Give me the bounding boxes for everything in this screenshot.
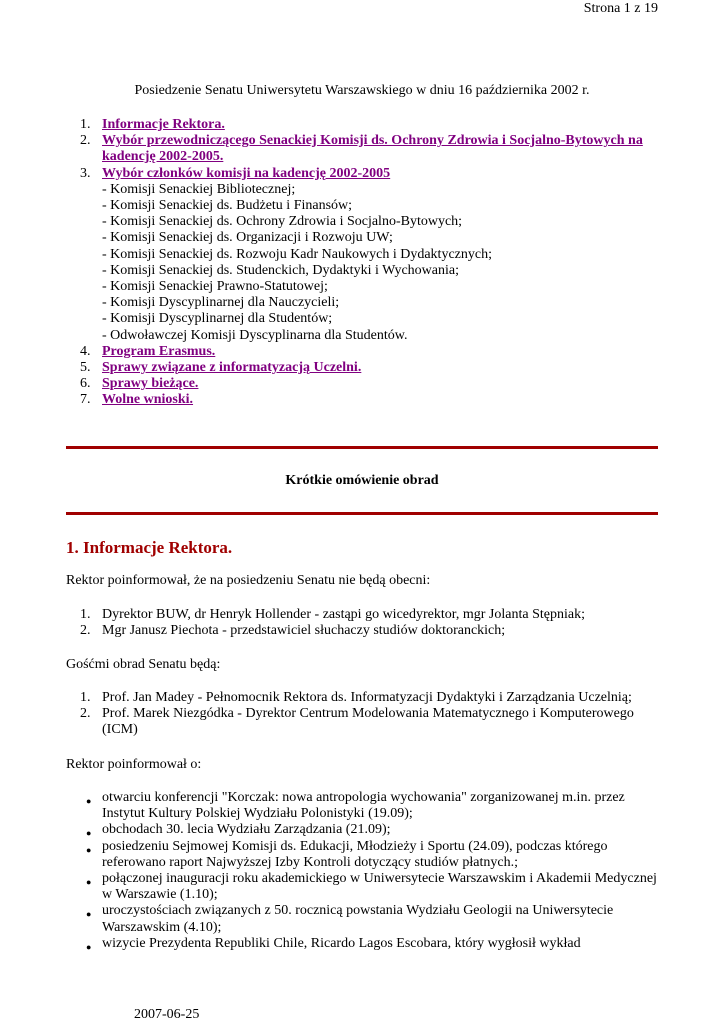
list-item-number: 1. — [80, 690, 91, 705]
list-item-text: obchodach 30. lecia Wydziału Zarządzania (21.09); — [102, 822, 391, 838]
guests-intro: Gośćmi obrad Senatu będą: — [66, 657, 221, 672]
agenda-link-wolne-wnioski[interactable]: Wolne wnioski. — [102, 392, 194, 408]
list-item-text: Prof. Jan Madey - Pełnomocnik Rektora ds. Informatyzacji Dydaktyki i Zarządzania Uczelnią; — [102, 690, 632, 705]
divider — [66, 512, 658, 515]
list-item-text: posiedzeniu Sejmowej Komisji ds. Edukacji, Młodzieży i Sportu (24.09), podczas którego referowano raport Najwyższej Izby Kontroli dotyczący studiów płatnych.; — [102, 838, 608, 870]
list-item — [66, 623, 666, 639]
agenda-item-number: 6. — [80, 376, 91, 392]
commission-line: - Komisji Senackiej Bibliotecznej; — [102, 181, 296, 197]
list-item-text: Prof. Marek Niezgódka - Dyrektor Centrum Modelowania Matematycznego i Komputerowego (ICM) — [102, 706, 634, 738]
bullet-icon: ● — [86, 844, 92, 855]
commission-line: - Komisji Senackiej ds. Organizacji i Rozwoju UW; — [102, 230, 393, 246]
commission-line: - Komisji Senackiej ds. Rozwoju Kadr Naukowych i Dydaktycznych; — [102, 246, 492, 262]
absent-intro: Rektor poinformował, że na posiedzeniu Senatu nie będą obecni: — [66, 573, 431, 588]
info-list — [66, 790, 666, 952]
info-intro: Rektor poinformował o: — [66, 757, 202, 772]
list-item-text: Mgr Janusz Piechota - przedstawiciel słuchaczy studiów doktoranckich; — [102, 623, 506, 639]
list-item-text: uroczystościach związanych z 50. rocznicą powstania Wydziału Geologii na Uniwersytecie Warszawskim (4.10); — [102, 903, 614, 935]
list-item-text: połączonej inauguracji roku akademickiego w Uniwersytecie Warszawskim i Akademii Medycznej w Warszawie (1.10); — [102, 871, 657, 903]
divider — [66, 446, 658, 449]
agenda-item — [66, 117, 666, 133]
list-item — [66, 839, 666, 871]
agenda-item-number: 5. — [80, 360, 91, 376]
list-item — [66, 690, 666, 706]
agenda-item-number: 3. — [80, 165, 91, 181]
commission-line: - Komisji Dyscyplinarnej dla Studentów; — [102, 311, 333, 327]
commission-line: - Komisji Senackiej ds. Ochrony Zdrowia i Socjalno-Bytowych; — [102, 214, 463, 230]
agenda-item — [66, 376, 666, 392]
list-item — [66, 822, 666, 838]
list-item — [66, 871, 666, 903]
agenda-item — [66, 360, 666, 376]
page-number: Strona 1 z 19 — [583, 1, 658, 16]
agenda-item-number: 1. — [80, 117, 91, 132]
agenda-item-number: 2. — [80, 133, 91, 149]
list-item-text: wizycie Prezydenta Republiki Chile, Ricardo Lagos Escobara, który wygłosił wykład — [102, 935, 581, 951]
agenda-link-wybor-czlonkow[interactable]: Wybór członków komisji na kadencję 2002-2005 — [102, 165, 391, 181]
agenda-link-wybor-przewodniczacego[interactable]: Wybór przewodniczącego Senackiej Komisji ds. Ochrony Zdrowia i Socjalno-Bytowych na kadencję 2002-2005. — [102, 133, 643, 165]
agenda-item-number: 4. — [80, 343, 91, 359]
bullet-icon: ● — [86, 877, 92, 888]
agenda-link-sprawy-biezace[interactable]: Sprawy bieżące. — [102, 376, 199, 392]
agenda-link-informacje-rektora[interactable]: Informacje Rektora. — [102, 117, 225, 132]
list-item — [66, 607, 666, 623]
agenda-item-number: 7. — [80, 392, 91, 408]
list-item-text: otwarciu konferencji "Korczak: nowa antropologia wychowania" zorganizowanej m.in. przez Instytut Kultury Polskiej Wydziału Polonistyki (19.09); — [102, 790, 625, 822]
agenda-item — [66, 392, 666, 408]
list-item-number: 2. — [80, 623, 91, 639]
summary-title: Krótkie omówienie obrad — [285, 473, 439, 488]
commission-line: - Odwoławczej Komisji Dyscyplinarna dla Studentów. — [102, 327, 408, 343]
agenda-item — [66, 166, 666, 344]
bullet-icon: ● — [86, 941, 92, 952]
bullet-icon: ● — [86, 909, 92, 920]
absent-list — [66, 607, 666, 639]
agenda-item — [66, 133, 666, 165]
list-item — [66, 903, 666, 935]
list-item-number: 1. — [80, 607, 91, 622]
commission-line: - Komisji Senackiej Prawno-Statutowej; — [102, 279, 328, 295]
list-item-number: 2. — [80, 706, 91, 722]
list-item-text: Dyrektor BUW, dr Henryk Hollender - zastąpi go wicedyrektor, mgr Jolanta Stępniak; — [102, 607, 585, 622]
agenda-item — [66, 344, 666, 360]
agenda-list — [66, 117, 666, 409]
commission-line: - Komisji Senackiej ds. Budżetu i Finansów; — [102, 198, 353, 214]
document-title: Posiedzenie Senatu Uniwersytetu Warszawskiego w dniu 16 października 2002 r. — [134, 83, 590, 98]
commission-line: - Komisji Senackiej ds. Studenckich, Dydaktyki i Wychowania; — [102, 262, 459, 278]
list-item — [66, 936, 666, 952]
list-item — [66, 706, 666, 738]
guests-list — [66, 690, 666, 739]
agenda-link-informatyzacja[interactable]: Sprawy związane z informatyzacją Uczelni. — [102, 360, 362, 376]
list-item — [66, 790, 666, 822]
bullet-icon: ● — [86, 828, 92, 839]
footer-date: 2007-06-25 — [134, 1007, 200, 1022]
section-heading: 1. Informacje Rektora. — [66, 538, 233, 557]
commission-line: - Komisji Dyscyplinarnej dla Nauczycieli; — [102, 295, 340, 311]
bullet-icon: ● — [86, 796, 92, 806]
agenda-link-program-erasmus[interactable]: Program Erasmus. — [102, 343, 216, 359]
